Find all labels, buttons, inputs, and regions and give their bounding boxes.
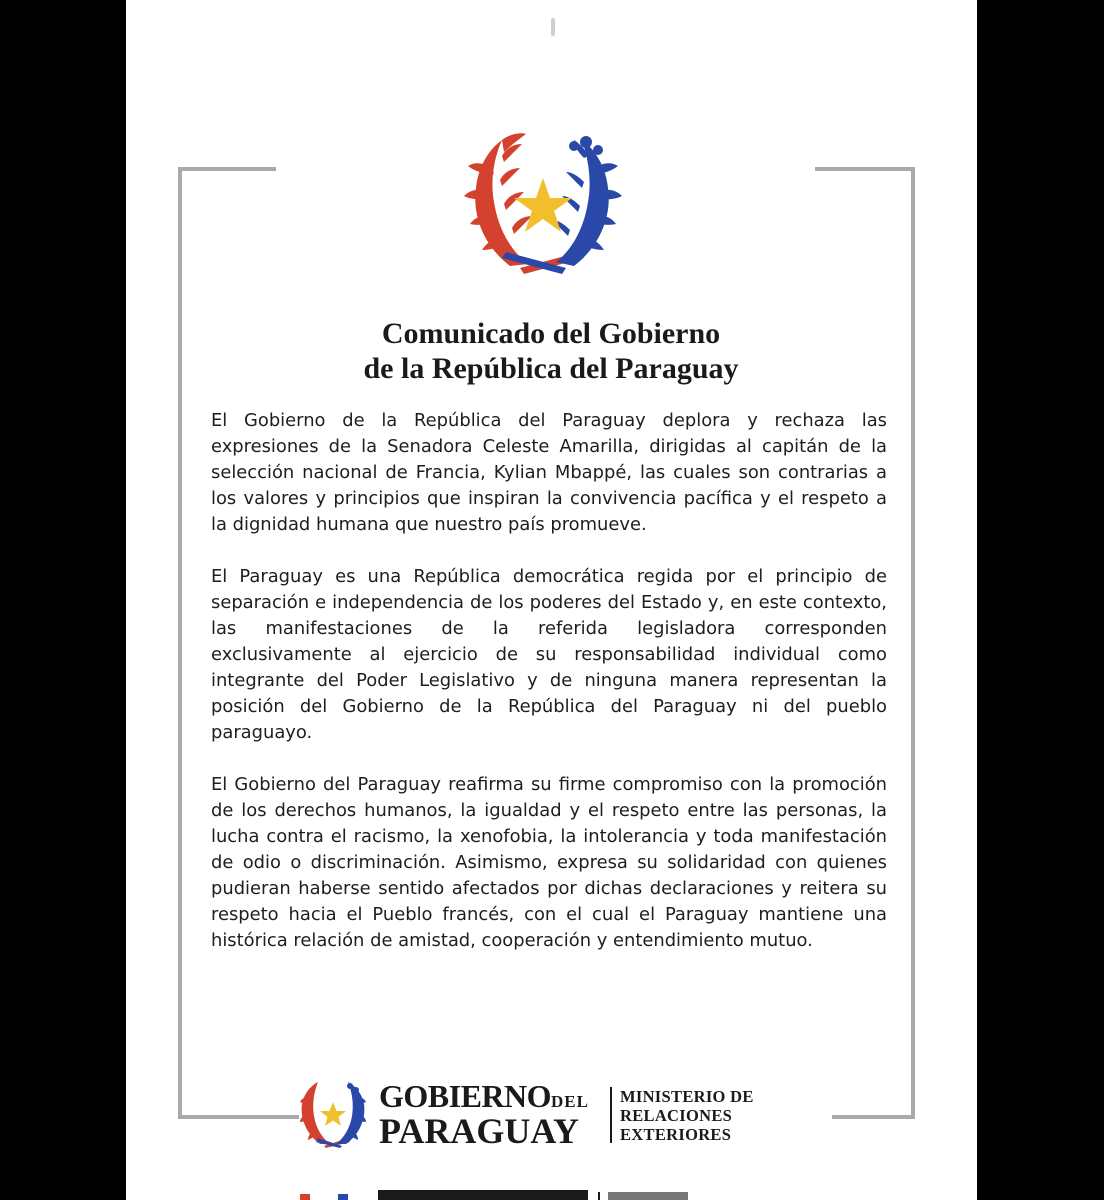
title-line-2: de la República del Paraguay <box>363 352 739 385</box>
frame-top-left <box>178 167 276 171</box>
document-body <box>211 408 887 980</box>
paragraph-1: El Gobierno de la República del Paraguay deplora y rechaza las expresiones de la Senadora Celeste Amarilla, dirigidas al capitán de la selección nacional de Francia, Kylian Mbappé, las cuales son contrarias a los valores y principios que inspiran la convivencia pacífica y el respeto a la dignidad humana que nuestro país promueve. <box>211 410 887 535</box>
document-title <box>186 316 916 386</box>
frame-bottom-left <box>178 1115 299 1119</box>
frame-right <box>911 167 915 1119</box>
footer-emblem-icon <box>298 1080 368 1148</box>
title-line-1: Comunicado del Gobierno <box>381 317 721 350</box>
page-grip-handle[interactable] <box>551 18 555 36</box>
gobierno-text: GOBIERNO <box>379 1078 552 1114</box>
paraguay-emblem-icon <box>462 128 624 276</box>
frame-left <box>178 167 182 1119</box>
frame-bottom-right <box>832 1115 915 1119</box>
paragraph-2: El Paraguay es una República democrática regida por el principio de separación e independencia de los poderes del Estado y, en este contexto, las manifestaciones de la referida legisladora corresponden exclusivamente al ejercicio de su responsabilidad individual como integrante del Poder Legislativo y de ninguna manera representan la posición del Gobierno de la República del Paraguay ni del pueblo paraguayo. <box>211 566 887 743</box>
ministry-line-3: EXTERIORES <box>620 1125 732 1144</box>
del-text: DEL <box>551 1092 589 1111</box>
next-page-logo-fragment <box>298 1186 698 1200</box>
frame-top-right <box>815 167 914 171</box>
footer-separator <box>610 1087 612 1143</box>
ministry-line-2: RELACIONES <box>620 1106 733 1125</box>
ministry-name <box>620 1087 754 1144</box>
document-page <box>126 0 977 1200</box>
ministry-line-1: MINISTERIO DE <box>620 1087 754 1106</box>
paraguay-wordmark: PARAGUAY <box>379 1111 580 1151</box>
paragraph-3: El Gobierno del Paraguay reafirma su firme compromiso con la promoción de los derechos humanos, la igualdad y el respeto entre las personas, la lucha contra el racismo, la xenofobia, la intolerancia y toda manifestación de odio o discriminación. Asimismo, expresa su solidaridad con quienes pudieran haberse sentido afectados por dichas declaraciones y reitera su respeto hacia el Pueblo francés, con el cual el Paraguay mantiene una histórica relación de amistad, cooperación y entendimiento mutuo. <box>211 774 887 951</box>
